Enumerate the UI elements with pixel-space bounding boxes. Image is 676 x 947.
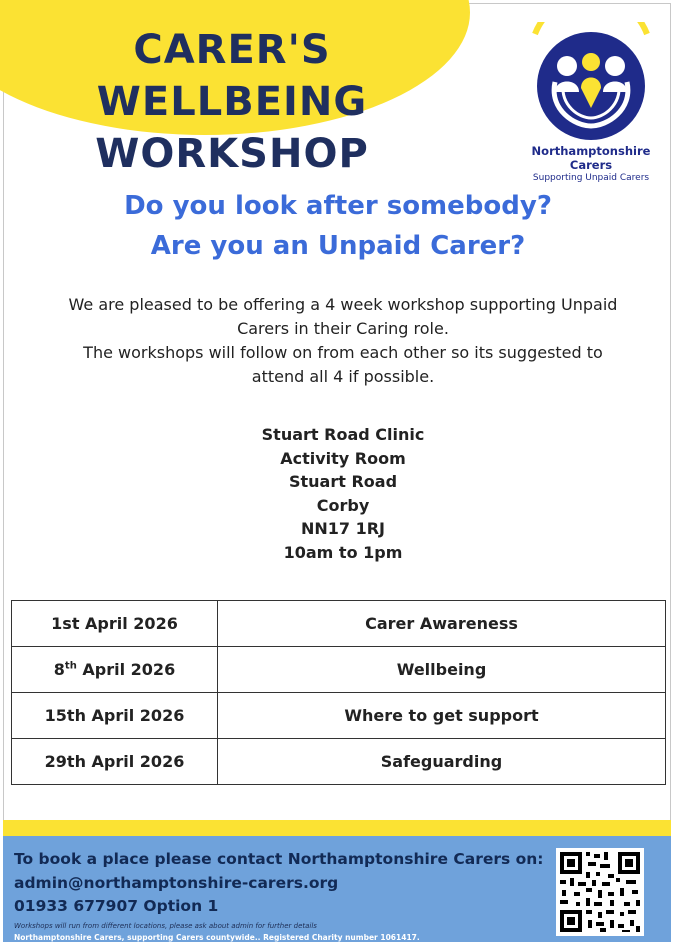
session-date-suffix: th [64, 660, 77, 672]
venue-name: Stuart Road Clinic [261, 425, 425, 444]
intro-text [30, 293, 656, 389]
footer-charity-line: Northamptonshire Carers, supporting Carers countywide.. Registered Charity number 1061417. [14, 933, 420, 942]
question-2: Are you an Unpaid Carer? [150, 231, 526, 261]
schedule-table [11, 600, 666, 785]
venue-postcode: NN17 1RJ [300, 519, 386, 538]
venue-street: Stuart Road [288, 472, 398, 491]
people-hands-logo-icon [527, 22, 655, 142]
session-topic: Where to get support [218, 693, 666, 739]
venue-time: 10am to 1pm [283, 542, 403, 562]
intro-line-3: The workshops will follow on from each other so its suggested to [83, 343, 603, 362]
table-row [12, 647, 666, 693]
footer-email[interactable]: admin@northamptonshire-carers.org [14, 874, 339, 892]
table-row [12, 601, 666, 647]
qr-code-icon [556, 848, 644, 936]
footer-accent-bar [3, 820, 671, 836]
northamptonshire-carers-logo [522, 22, 660, 183]
venue-room: Activity Room [280, 448, 406, 468]
session-date: 15th April 2026 [12, 693, 218, 739]
logo-tagline: Supporting Unpaid Carers [532, 173, 650, 183]
session-topic: Carer Awareness [218, 601, 666, 647]
table-row [12, 739, 666, 785]
title-line-1: CARER'S WELLBEING [96, 27, 368, 125]
intro-line-2: Carers in their Caring role. [237, 319, 449, 338]
session-date: 29th April 2026 [12, 739, 218, 785]
page-title [12, 24, 452, 180]
footer-contact-heading: To book a place please contact Northamptonshire Carers on: [14, 850, 544, 868]
intro-line-1: We are pleased to be offering a 4 week workshop supporting Unpaid [68, 295, 618, 314]
footer-phone: 01933 677907 Option 1 [14, 897, 219, 915]
logo-name: Northamptonshire Carers [531, 144, 651, 172]
footer-note: Workshops will run from different locations, please ask about admin for further details [14, 922, 317, 930]
table-row [12, 693, 666, 739]
session-date-day: 8 [53, 660, 65, 679]
session-topic: Wellbeing [218, 647, 666, 693]
session-date [12, 647, 218, 693]
title-line-2: WORKSHOP [95, 131, 369, 177]
session-topic: Safeguarding [218, 739, 666, 785]
intro-line-4: attend all 4 if possible. [251, 367, 435, 386]
session-date: 1st April 2026 [12, 601, 218, 647]
question-1: Do you look after somebody? [124, 191, 552, 221]
venue-town: Corby [316, 495, 370, 515]
venue-address [0, 423, 676, 564]
session-date-rest: April 2026 [76, 660, 176, 679]
